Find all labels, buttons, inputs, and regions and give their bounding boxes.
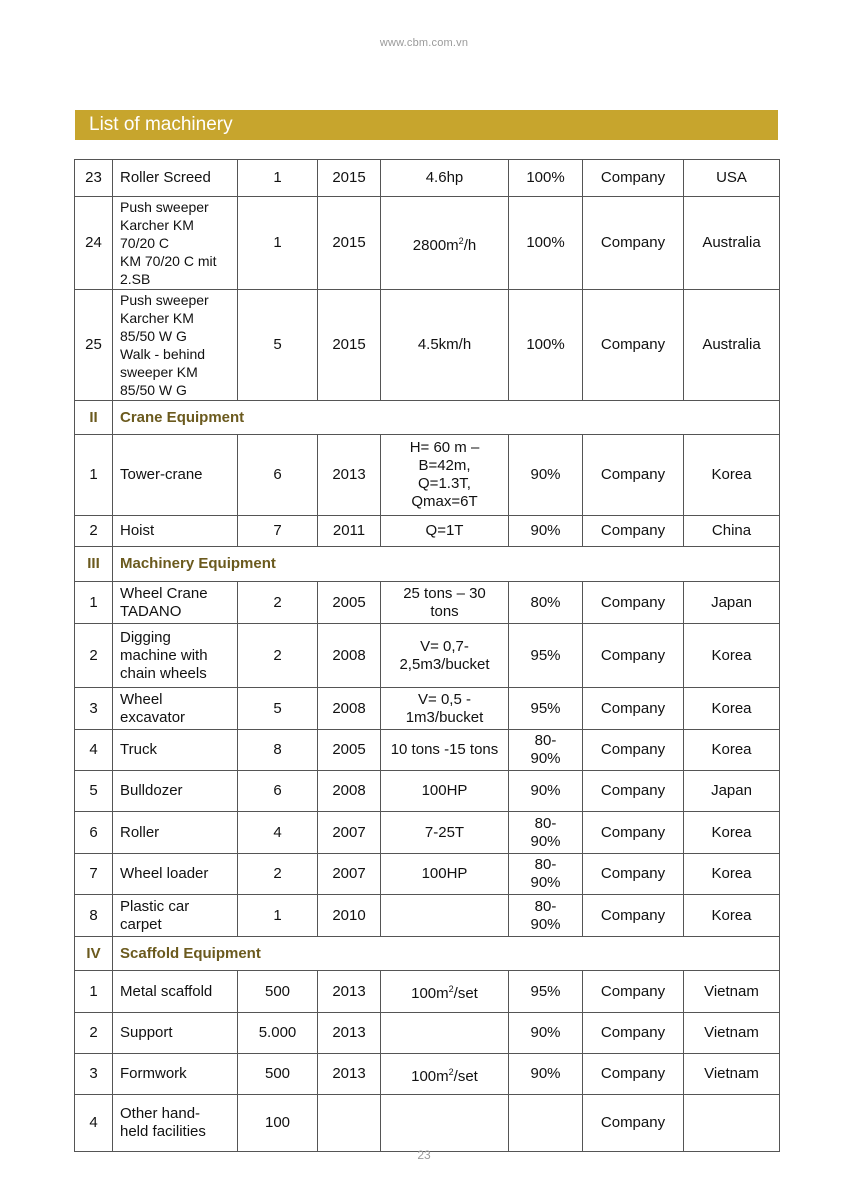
quality: 80% <box>509 582 583 624</box>
equipment-name-line: Karcher KM <box>120 217 194 233</box>
quality-line: 80- <box>534 856 557 873</box>
table-row <box>75 688 780 730</box>
equipment-name-line: excavator <box>120 708 186 726</box>
origin: Korea <box>684 435 780 516</box>
table-row <box>75 895 780 937</box>
equipment-name <box>113 290 238 401</box>
specification-line: H= 60 m – <box>409 439 480 456</box>
quantity: 500 <box>238 1054 318 1095</box>
equipment-name: Metal scaffold <box>113 971 238 1013</box>
equipment-name-line: Digging <box>120 628 171 646</box>
table-row <box>75 812 780 854</box>
equipment-name-line: 85/50 W G <box>120 382 187 398</box>
quality: 90% <box>509 435 583 516</box>
equipment-name-line: machine with <box>120 646 208 664</box>
specification-line: V= 0,7- <box>420 637 469 655</box>
year: 2010 <box>318 895 381 937</box>
quality: 100% <box>509 290 583 401</box>
owner: Company <box>583 854 684 895</box>
specification <box>381 197 509 290</box>
equipment-name-line: 85/50 W G <box>120 328 187 344</box>
quantity: 5.000 <box>238 1013 318 1054</box>
year: 2005 <box>318 730 381 771</box>
origin: Australia <box>684 197 780 290</box>
quantity: 2 <box>238 854 318 895</box>
equipment-name-line: 70/20 C <box>120 235 170 251</box>
quality: 100% <box>509 197 583 290</box>
equipment-name-line: Push sweeper <box>120 292 209 308</box>
owner: Company <box>583 771 684 812</box>
equipment-name <box>113 895 238 937</box>
origin: China <box>684 516 780 547</box>
origin <box>684 1095 780 1152</box>
site-url: www.cbm.com.vn <box>379 37 469 49</box>
owner: Company <box>583 582 684 624</box>
equipment-name-line: KM 70/20 C mit <box>120 253 217 269</box>
equipment-name-line: TADANO <box>120 602 182 620</box>
quantity: 6 <box>238 771 318 812</box>
table-row <box>75 516 780 547</box>
table-row <box>75 624 780 688</box>
specification <box>381 895 509 937</box>
year: 2013 <box>318 435 381 516</box>
table-row <box>75 854 780 895</box>
specification-line: B=42m, <box>418 457 471 474</box>
specification-line: 1m3/bucket <box>405 708 484 726</box>
quantity: 1 <box>238 197 318 290</box>
quality: 95% <box>509 971 583 1013</box>
table-row <box>75 971 780 1013</box>
quality-line: 80- <box>534 814 557 832</box>
table-row <box>75 197 780 290</box>
item-number: 1 <box>75 435 113 516</box>
specification <box>381 624 509 688</box>
quantity: 2 <box>238 624 318 688</box>
quality-line: 80- <box>534 732 557 749</box>
section-row <box>75 547 780 582</box>
owner: Company <box>583 197 684 290</box>
table-row <box>75 435 780 516</box>
quality-line: 90% <box>530 832 561 850</box>
equipment-name-line: chain wheels <box>120 664 207 682</box>
quality-line: 90% <box>530 874 561 891</box>
equipment-name: Wheel loader <box>113 854 238 895</box>
equipment-name <box>113 582 238 624</box>
quantity: 5 <box>238 290 318 401</box>
year: 2007 <box>318 812 381 854</box>
quality-line: 90% <box>530 750 561 767</box>
equipment-name <box>113 1095 238 1152</box>
specification-line: Qmax=6T <box>411 493 478 510</box>
section-row <box>75 937 780 971</box>
spec-superscript: 2 <box>458 235 464 246</box>
owner: Company <box>583 1095 684 1152</box>
quality <box>509 895 583 937</box>
specification <box>381 971 509 1013</box>
section-title: Scaffold Equipment <box>113 937 780 971</box>
spec-superscript: 2 <box>448 984 454 994</box>
item-number: 6 <box>75 812 113 854</box>
owner: Company <box>583 730 684 771</box>
section-title: Crane Equipment <box>113 401 780 435</box>
origin: Vietnam <box>684 971 780 1013</box>
equipment-name-line: Push sweeper <box>120 199 209 215</box>
item-number: 23 <box>75 160 113 197</box>
section-number: III <box>75 547 113 582</box>
year: 2015 <box>318 290 381 401</box>
year: 2015 <box>318 160 381 197</box>
specification: 7-25T <box>381 812 509 854</box>
quantity: 1 <box>238 160 318 197</box>
equipment-name: Formwork <box>113 1054 238 1095</box>
specification: Q=1T <box>381 516 509 547</box>
equipment-name-line: Wheel <box>120 690 163 708</box>
section-title: Machinery Equipment <box>113 547 780 582</box>
specification <box>381 1095 509 1152</box>
equipment-name <box>113 197 238 290</box>
section-number: II <box>75 401 113 435</box>
owner: Company <box>583 895 684 937</box>
year: 2005 <box>318 582 381 624</box>
section-number: IV <box>75 937 113 971</box>
specification: 100HP <box>381 771 509 812</box>
origin: Vietnam <box>684 1013 780 1054</box>
origin: Korea <box>684 854 780 895</box>
section-banner: List of machinery <box>75 110 778 140</box>
item-number: 24 <box>75 197 113 290</box>
origin: Korea <box>684 730 780 771</box>
spec-value: 100m <box>411 985 449 1002</box>
quantity: 8 <box>238 730 318 771</box>
origin: Japan <box>684 582 780 624</box>
item-number: 1 <box>75 971 113 1013</box>
equipment-name-line: Other hand- <box>120 1105 201 1122</box>
spec-superscript: 2 <box>448 1066 454 1077</box>
specification-line: Q=1.3T, <box>418 475 471 492</box>
origin: Korea <box>684 688 780 730</box>
owner: Company <box>583 688 684 730</box>
machinery-table-body <box>75 160 780 1152</box>
table-row <box>75 1054 780 1095</box>
item-number: 2 <box>75 624 113 688</box>
year: 2013 <box>318 1013 381 1054</box>
quantity: 2 <box>238 582 318 624</box>
equipment-name-line: 2.SB <box>120 271 151 287</box>
spec-unit: /set <box>453 1067 478 1085</box>
item-number: 2 <box>75 516 113 547</box>
owner: Company <box>583 624 684 688</box>
specification: 4.6hp <box>381 160 509 197</box>
specification: 10 tons -15 tons <box>381 730 509 771</box>
equipment-name <box>113 688 238 730</box>
equipment-name: Support <box>113 1013 238 1054</box>
quality: 90% <box>509 1013 583 1054</box>
quality-line: 90% <box>530 915 561 933</box>
specification <box>381 435 509 516</box>
origin: Australia <box>684 290 780 401</box>
equipment-name: Bulldozer <box>113 771 238 812</box>
quality <box>509 730 583 771</box>
quantity: 1 <box>238 895 318 937</box>
year: 2008 <box>318 624 381 688</box>
specification <box>381 688 509 730</box>
specification: 4.5km/h <box>381 290 509 401</box>
item-number: 3 <box>75 688 113 730</box>
quantity: 4 <box>238 812 318 854</box>
item-number: 1 <box>75 582 113 624</box>
specification-line: 2,5m3/bucket <box>399 655 490 673</box>
specification <box>381 582 509 624</box>
page-number: 23 <box>417 1148 431 1162</box>
year: 2011 <box>318 516 381 547</box>
specification-line: tons <box>430 602 459 620</box>
item-number: 7 <box>75 854 113 895</box>
item-number: 8 <box>75 895 113 937</box>
quality: 100% <box>509 160 583 197</box>
spec-value: 100m <box>411 1067 449 1085</box>
year: 2013 <box>318 1054 381 1095</box>
equipment-name-line: carpet <box>120 915 162 933</box>
quantity: 6 <box>238 435 318 516</box>
quantity: 5 <box>238 688 318 730</box>
specification <box>381 1054 509 1095</box>
table-row <box>75 771 780 812</box>
table-row <box>75 160 780 197</box>
year: 2007 <box>318 854 381 895</box>
quantity: 7 <box>238 516 318 547</box>
equipment-name-line: sweeper KM <box>120 364 198 380</box>
year <box>318 1095 381 1152</box>
item-number: 2 <box>75 1013 113 1054</box>
item-number: 4 <box>75 730 113 771</box>
owner: Company <box>583 971 684 1013</box>
quality <box>509 854 583 895</box>
quality-line: 80- <box>534 897 557 915</box>
equipment-name-line: held facilities <box>120 1123 206 1140</box>
quantity: 500 <box>238 971 318 1013</box>
table-row <box>75 582 780 624</box>
year: 2015 <box>318 197 381 290</box>
origin: Korea <box>684 812 780 854</box>
table-row <box>75 1013 780 1054</box>
table-row <box>75 730 780 771</box>
origin: Korea <box>684 624 780 688</box>
owner: Company <box>583 290 684 401</box>
equipment-name: Roller Screed <box>113 160 238 197</box>
quality <box>509 1095 583 1152</box>
specification-line: 25 tons – 30 <box>403 584 486 602</box>
machinery-table <box>74 159 780 1152</box>
owner: Company <box>583 516 684 547</box>
equipment-name-line: Walk - behind <box>120 346 206 362</box>
equipment-name: Hoist <box>113 516 238 547</box>
quantity: 100 <box>238 1095 318 1152</box>
quality: 90% <box>509 1054 583 1095</box>
equipment-name-line: Plastic car <box>120 897 190 915</box>
equipment-name: Truck <box>113 730 238 771</box>
equipment-name-line: Wheel Crane <box>120 584 208 602</box>
year: 2008 <box>318 688 381 730</box>
origin: Vietnam <box>684 1054 780 1095</box>
owner: Company <box>583 160 684 197</box>
owner: Company <box>583 435 684 516</box>
item-number: 5 <box>75 771 113 812</box>
equipment-name-line: Karcher KM <box>120 310 194 326</box>
item-number: 4 <box>75 1095 113 1152</box>
quality: 95% <box>509 688 583 730</box>
section-row <box>75 401 780 435</box>
spec-unit: /set <box>453 985 478 1002</box>
origin: USA <box>684 160 780 197</box>
table-row <box>75 1095 780 1152</box>
table-row <box>75 290 780 401</box>
owner: Company <box>583 812 684 854</box>
item-number: 3 <box>75 1054 113 1095</box>
specification-line: V= 0,5 - <box>418 690 471 708</box>
quality <box>509 812 583 854</box>
owner: Company <box>583 1013 684 1054</box>
equipment-name <box>113 624 238 688</box>
specification: 100HP <box>381 854 509 895</box>
quality: 90% <box>509 516 583 547</box>
spec-value: 2800m <box>412 236 459 254</box>
year: 2008 <box>318 771 381 812</box>
equipment-name: Roller <box>113 812 238 854</box>
spec-unit: /h <box>463 236 477 254</box>
specification <box>381 1013 509 1054</box>
equipment-name: Tower-crane <box>113 435 238 516</box>
origin: Japan <box>684 771 780 812</box>
origin: Korea <box>684 895 780 937</box>
quality: 95% <box>509 624 583 688</box>
year: 2013 <box>318 971 381 1013</box>
item-number: 25 <box>75 290 113 401</box>
quality: 90% <box>509 771 583 812</box>
owner: Company <box>583 1054 684 1095</box>
